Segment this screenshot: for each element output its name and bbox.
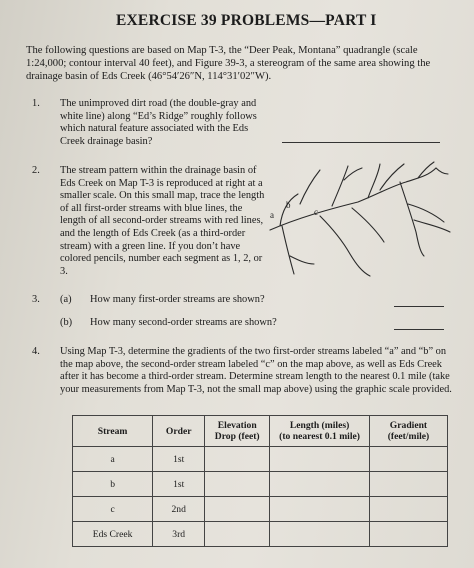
question-3a-label: (a) <box>60 294 72 305</box>
stream-lower-mid <box>320 216 370 276</box>
table-row <box>73 447 448 472</box>
question-3a-answer-line[interactable] <box>394 306 444 307</box>
cell-stream: a <box>73 447 153 472</box>
cell-length[interactable] <box>270 497 370 522</box>
question-3b-answer-line[interactable] <box>394 329 444 330</box>
cell-elevation-drop[interactable] <box>205 522 270 547</box>
cell-length[interactable] <box>270 472 370 497</box>
question-3a-text: How many first-order streams are shown? <box>90 294 265 305</box>
stream-lower-right-2 <box>400 182 424 256</box>
cell-gradient[interactable] <box>369 522 447 547</box>
stream-right-end <box>436 168 448 174</box>
question-4-number: 4. <box>32 346 40 357</box>
stream-upper-left <box>300 170 320 204</box>
stream-c-branch <box>380 164 404 190</box>
cell-stream: Eds Creek <box>73 522 153 547</box>
question-2-number: 2. <box>32 165 40 176</box>
cell-order: 3rd <box>153 522 205 547</box>
page-title: EXERCISE 39 PROBLEMS—PART I <box>116 12 377 29</box>
header-gradient: Gradient (feet/mile) <box>369 416 447 447</box>
cell-order: 1st <box>153 447 205 472</box>
cell-gradient[interactable] <box>369 472 447 497</box>
stream-far-right <box>414 220 450 232</box>
header-length: Length (miles) (to nearest 0.1 mile) <box>270 416 370 447</box>
table-row <box>73 497 448 522</box>
question-1-text: The unimproved dirt road (the double-gray and white line) along “Ed’s Ridge” roughly follows which natural feature associated with the Eds Creek drainage basin? <box>60 98 257 147</box>
table-header-row <box>73 416 448 447</box>
cell-elevation-drop[interactable] <box>205 447 270 472</box>
header-order: Order <box>153 416 205 447</box>
main-stream-eds-creek <box>270 168 436 230</box>
cell-order: 2nd <box>153 497 205 522</box>
drainage-basin-map[interactable] <box>268 160 464 280</box>
question-3-number: 3. <box>32 294 40 305</box>
header-elevation-drop: Elevation Drop (feet) <box>205 416 270 447</box>
stream-b <box>280 194 298 226</box>
question-3b-label: (b) <box>60 317 73 328</box>
header-stream: Stream <box>73 416 153 447</box>
stream-lower-a-fork <box>290 256 314 264</box>
cell-stream: c <box>73 497 153 522</box>
question-2-text: The stream pattern within the drainage basin of Eds Creek on Map T-3 is reproduced at right at a smaller scale. On this small map, trace the length of all first-order streams with blue lines, the length of all second-order streams with red lines, and the length of Eds Creek (as a third-order stream) with a green line. If you don’t have colored pencils, number each segment as 1, 2, or 3. <box>60 165 265 277</box>
cell-length[interactable] <box>270 522 370 547</box>
stream-lower-right-3 <box>408 204 444 222</box>
question-4-text: Using Map T-3, determine the gradients of the two first-order streams labeled “a” and “b” on the map above, the second-order stream labeled “c” on the map above, as well as Eds Creek after it has become a third-order stream. Determine stream length to the nearest 0.1 mile (take your measurements from Map T-3, not the small map above) using the graphic scale provided. <box>60 346 452 395</box>
label-b: b <box>286 200 291 210</box>
table-row <box>73 522 448 547</box>
stream-lower-a <box>282 226 294 274</box>
question-1-number: 1. <box>32 98 40 109</box>
question-1-answer-line[interactable] <box>282 142 440 143</box>
cell-elevation-drop[interactable] <box>205 497 270 522</box>
label-c: c <box>314 207 318 217</box>
stream-lower-right-1 <box>352 208 384 242</box>
intro-paragraph: The following questions are based on Map T-3, the “Deer Peak, Montana” quadrangle (scale 1:24,000; contour interval 40 feet), and Figure 39-3, a stereogram of the same area showing the drainage basin of Eds Creek (46°54′26″N, 114°31′02″W). <box>26 45 431 82</box>
table-row <box>73 472 448 497</box>
cell-elevation-drop[interactable] <box>205 472 270 497</box>
label-a: a <box>270 210 274 220</box>
cell-order: 1st <box>153 472 205 497</box>
stream-upper-right <box>418 162 434 178</box>
cell-gradient[interactable] <box>369 447 447 472</box>
cell-length[interactable] <box>270 447 370 472</box>
stream-top-tributary <box>332 166 348 206</box>
cell-gradient[interactable] <box>369 497 447 522</box>
cell-stream: b <box>73 472 153 497</box>
gradient-table <box>72 415 448 547</box>
question-3b-text: How many second-order streams are shown? <box>90 317 277 328</box>
